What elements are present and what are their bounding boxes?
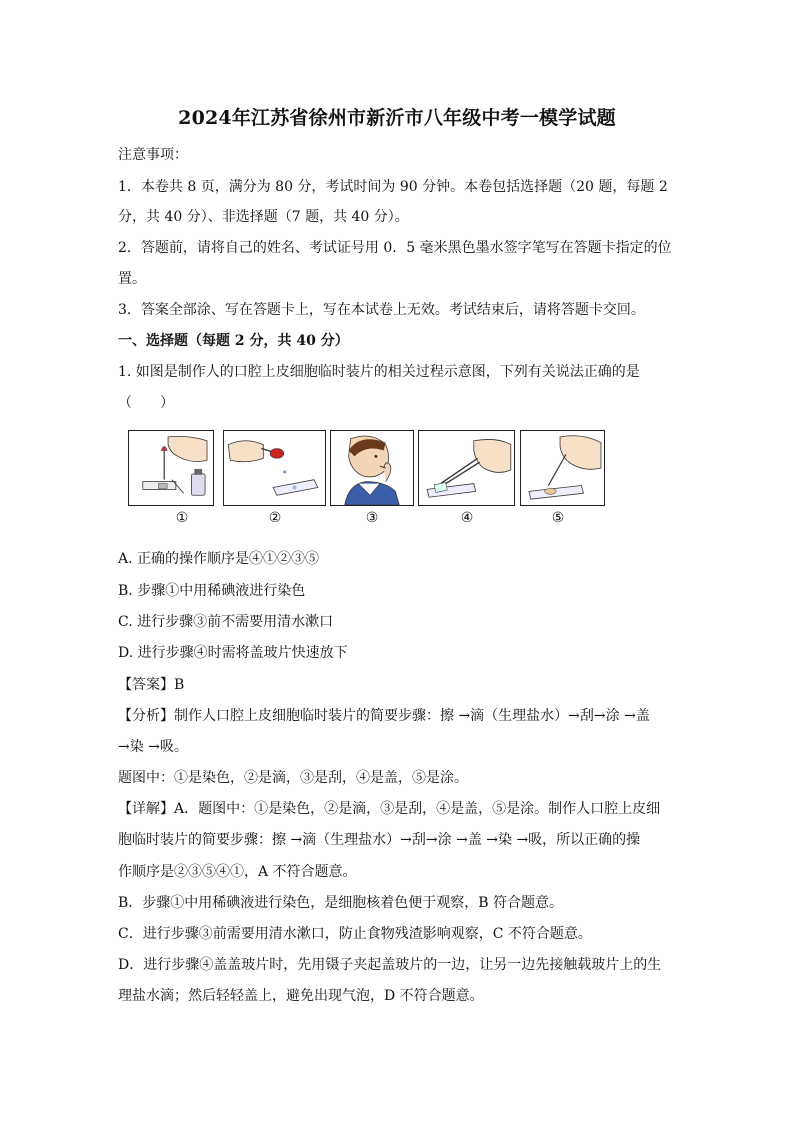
section-heading: 一、选择题（每题 2 分，共 40 分） xyxy=(118,333,349,349)
step-5-illustration xyxy=(520,430,605,506)
analysis: 【分析】制作人口腔上皮细胞临时装片的简要步骤：擦 →滴（生理盐水）→刮→涂 →盖 xyxy=(118,708,650,724)
step-1-caption: ① xyxy=(175,510,189,526)
step-3-caption: ③ xyxy=(365,510,379,526)
explanation-a-cont-1: 胞临时装片的简要步骤：擦 →滴（生理盐水）→刮→涂 →盖 →染 →吸，所以正确的操 xyxy=(118,832,641,848)
analysis-cont: →染 →吸。 xyxy=(118,739,188,755)
explanation-d-cont: 理盐水滴；然后轻轻盖上，避免出现气泡，D 不符合题意。 xyxy=(118,988,484,1004)
notice-item-2-cont: 置。 xyxy=(118,271,146,287)
question-stem-cont: （ ） xyxy=(118,395,174,411)
notice-heading: 注意事项： xyxy=(118,147,188,163)
explanation-a-cont-2: 作顺序是②③⑤④①，A 不符合题意。 xyxy=(118,864,357,880)
explanation-d: D．进行步骤④盖盖玻片时，先用镊子夹起盖玻片的一边，让另一边先接触载玻片上的生 xyxy=(118,957,662,973)
step-4-caption: ④ xyxy=(460,510,474,526)
explanation-a: 【详解】A．题图中：①是染色，②是滴，③是刮，④是盖，⑤是涂。制作人口腔上皮细 xyxy=(118,801,661,817)
step-2-caption: ② xyxy=(268,510,282,526)
explanation-b: B．步骤①中用稀碘液进行染色，是细胞核着色便于观察，B 符合题意。 xyxy=(118,895,564,911)
page-title: 2024年江苏省徐州市新沂市八年级中考一模学试题 xyxy=(178,107,616,129)
step-2-illustration xyxy=(223,430,326,506)
answer: 【答案】B xyxy=(118,677,185,693)
option-b: B. 步骤①中用稀碘液进行染色 xyxy=(118,583,306,599)
process-figure xyxy=(128,430,608,532)
notice-item-2: 2．答题前，请将自己的姓名、考试证号用 0．5 毫米黑色墨水签字笔写在答题卡指定的位 xyxy=(118,240,672,256)
option-c: C. 进行步骤③前不需要用清水漱口 xyxy=(118,614,334,630)
explanation-c: C．进行步骤③前需要用清水漱口，防止食物残渣影响观察，C 不符合题意。 xyxy=(118,926,592,942)
step-4-illustration xyxy=(418,430,515,506)
notice-item-3: 3．答案全部涂、写在答题卡上，写在本试卷上无效。考试结束后，请将答题卡交回。 xyxy=(118,302,645,318)
step-3-illustration xyxy=(330,430,414,506)
notice-item-1: 1．本卷共 8 页，满分为 80 分，考试时间为 90 分钟。本卷包括选择题（20 题，每题 2 xyxy=(118,179,668,195)
question-stem: 1. 如图是制作人的口腔上皮细胞临时装片的相关过程示意图，下列有关说法正确的是 xyxy=(118,364,640,380)
step-5-caption: ⑤ xyxy=(551,510,565,526)
analysis-figure-key: 题图中：①是染色，②是滴，③是刮，④是盖，⑤是涂。 xyxy=(118,770,468,786)
step-1-illustration xyxy=(128,430,214,506)
notice-item-1-cont: 分，共 40 分）、非选择题（7 题，共 40 分）。 xyxy=(118,209,409,225)
option-d: D. 进行步骤④时需将盖玻片快速放下 xyxy=(118,645,348,661)
option-a: A. 正确的操作顺序是④①②③⑤ xyxy=(118,551,320,567)
